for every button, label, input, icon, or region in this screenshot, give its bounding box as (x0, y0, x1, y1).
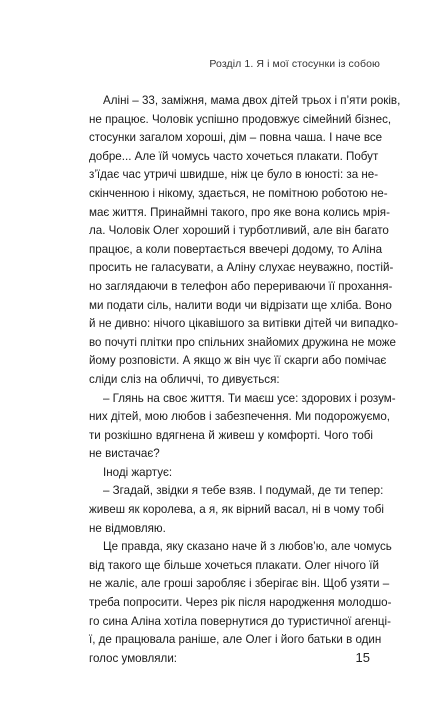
text-line: ла. Чоловік Олег хороший і турботливий, але він багато (89, 224, 389, 238)
text-line: ї, де працювала раніше, але Олег і його батьки в один (89, 633, 382, 647)
text-line: – Згадай, звідки я тебе взяв. І подумай, де ти тепер: (103, 484, 384, 498)
text-line: має життя. Принаймні такого, про яке вона колись мрія- (89, 205, 390, 219)
text-line: го сина Аліна хотіла повернутися до туристичної агенці- (89, 614, 391, 628)
text-line: но заглядаючи в телефон або перериваючи її прохання- (89, 279, 393, 293)
text-line: працює, а коли повертається ввечері додому, то Аліна (89, 242, 383, 256)
text-line: й не дивно: нічого цікавішого за витівки дітей чи випадко- (89, 317, 399, 331)
text-line: Аліні – 33, заміжня, мама двох дітей трьох і п’яти років, (103, 94, 401, 107)
text-line: не жаліє, але гроші заробляє і зберігає він. Щоб узяти – (89, 577, 390, 591)
text-line: Це правда, яку сказано наче й з любов’ю, але чомусь (103, 540, 392, 554)
text-line: йому розповісти. А якщо ж він чує її скарги або помічає (89, 354, 387, 368)
text-line: не працює. Чоловік успішно продовжує сімейний бізнес, (89, 112, 392, 126)
text-line: скінченною і нікому, здається, не помітною роботою не- (89, 186, 388, 200)
text-line: живеш як королева, а я, як вірний васал, ні в чому тобі (89, 503, 384, 517)
text-line: просить не галасувати, а Аліну слухає неуважно, постій- (89, 261, 394, 275)
text-line: стосунки загалом хороші, дім – повна чаша. І наче все (89, 131, 383, 145)
text-line: них дітей, мою любов і забезпечення. Ми подорожуємо, (89, 410, 391, 424)
text-line: ми подати сіль, налити води чи відрізати ще хліба. Воно (89, 298, 392, 312)
text-line: з’їдає час утричі швидше, ніж це було в юності: за не- (89, 168, 379, 182)
body-text (89, 92, 401, 668)
text-line: від такого ще більше хочеться плакати. Олег нічого їй (89, 558, 379, 572)
running-header: Розділ 1. Я і мої стосунки із собою (209, 58, 380, 70)
text-line: не вистачає? (89, 447, 160, 461)
text-line: во почуті плітки про спільних знайомих дружина не може (89, 335, 396, 349)
text-line: добре... Але їй чомусь часто хочеться плакати. Побут (89, 149, 379, 163)
text-line: голос умовляли: (89, 651, 178, 665)
text-line: ти розкішно вдягнена й живеш у комфорті. Чого тобі (89, 428, 373, 442)
text-line: треба попросити. Через рік після народження молодшо- (89, 596, 392, 610)
text-line: – Глянь на своє життя. Ти маєш усе: здорових і розум- (103, 391, 396, 405)
text-line: не відмовляю. (89, 521, 166, 535)
text-line: сліди сліз на обличчі, то дивується: (89, 372, 280, 386)
text-line: Іноді жартує: (103, 465, 173, 479)
page-number: 15 (355, 650, 370, 665)
